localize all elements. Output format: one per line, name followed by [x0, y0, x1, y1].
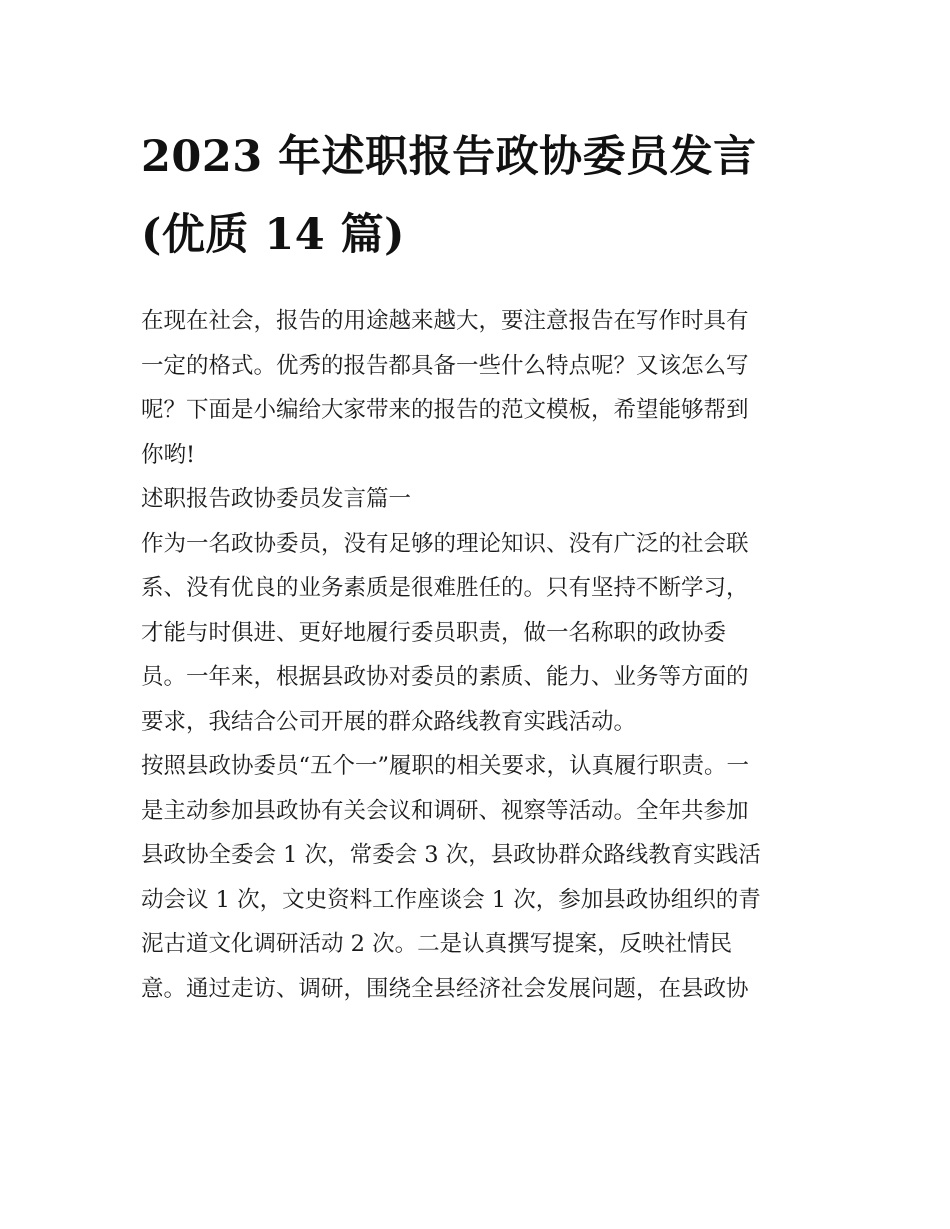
text-line: 动会议 1 次，文史资料工作座谈会 1 次，参加县政协组织的青 — [141, 886, 761, 913]
text-line: 要求，我结合公司开展的群众路线教育实践活动。 — [141, 708, 637, 735]
title-line: 2023 年述职报告政协委员发言 — [141, 132, 757, 182]
text-line: 呢？下面是小编给大家带来的报告的范文模板，希望能够帮到 — [141, 397, 749, 423]
text-line: 你哟! — [141, 441, 196, 468]
text-line: 县政协全委会 1 次，常委会 3 次，县政协群众路线教育实践活 — [141, 842, 761, 868]
text-line: 才能与时俱进、更好地履行委员职责，做一名称职的政协委 — [141, 619, 727, 646]
text-line: 系、没有优良的业务素质是很难胜任的。只有坚持不断学习， — [141, 575, 749, 601]
document-body — [141, 118, 813, 1011]
text-line: 按照县政协委员“五个一”履职的相关要求，认真履行职责。一 — [141, 753, 750, 779]
text-line: 泥古道文化调研活动 2 次。二是认真撰写提案，反映社情民 — [141, 931, 733, 957]
text-line: 一定的格式。优秀的报告都具备一些什么特点呢？又该怎么写 — [141, 352, 749, 379]
text-line: 在现在社会，报告的用途越来越大，要注意报告在写作时具有 — [141, 308, 749, 334]
document-title — [141, 118, 813, 274]
text-line: 员。一年来，根据县政协对委员的素质、能力、业务等方面的 — [141, 664, 749, 690]
text-line: 是主动参加县政协有关会议和调研、视察等活动。全年共参加 — [141, 797, 749, 824]
text-line: 作为一名政协委员，没有足够的理论知识、没有广泛的社会联 — [141, 530, 749, 557]
section-heading-text: 述职报告政协委员发言篇一 — [141, 486, 412, 512]
body-paragraph-2 — [141, 744, 813, 1011]
title-line: (优质 14 篇) — [141, 210, 405, 260]
intro-paragraph — [141, 299, 813, 477]
section-heading — [141, 477, 813, 522]
text-line: 意。通过走访、调研，围绕全县经济社会发展问题，在县政协 — [141, 975, 749, 1002]
body-paragraph-1 — [141, 522, 813, 745]
